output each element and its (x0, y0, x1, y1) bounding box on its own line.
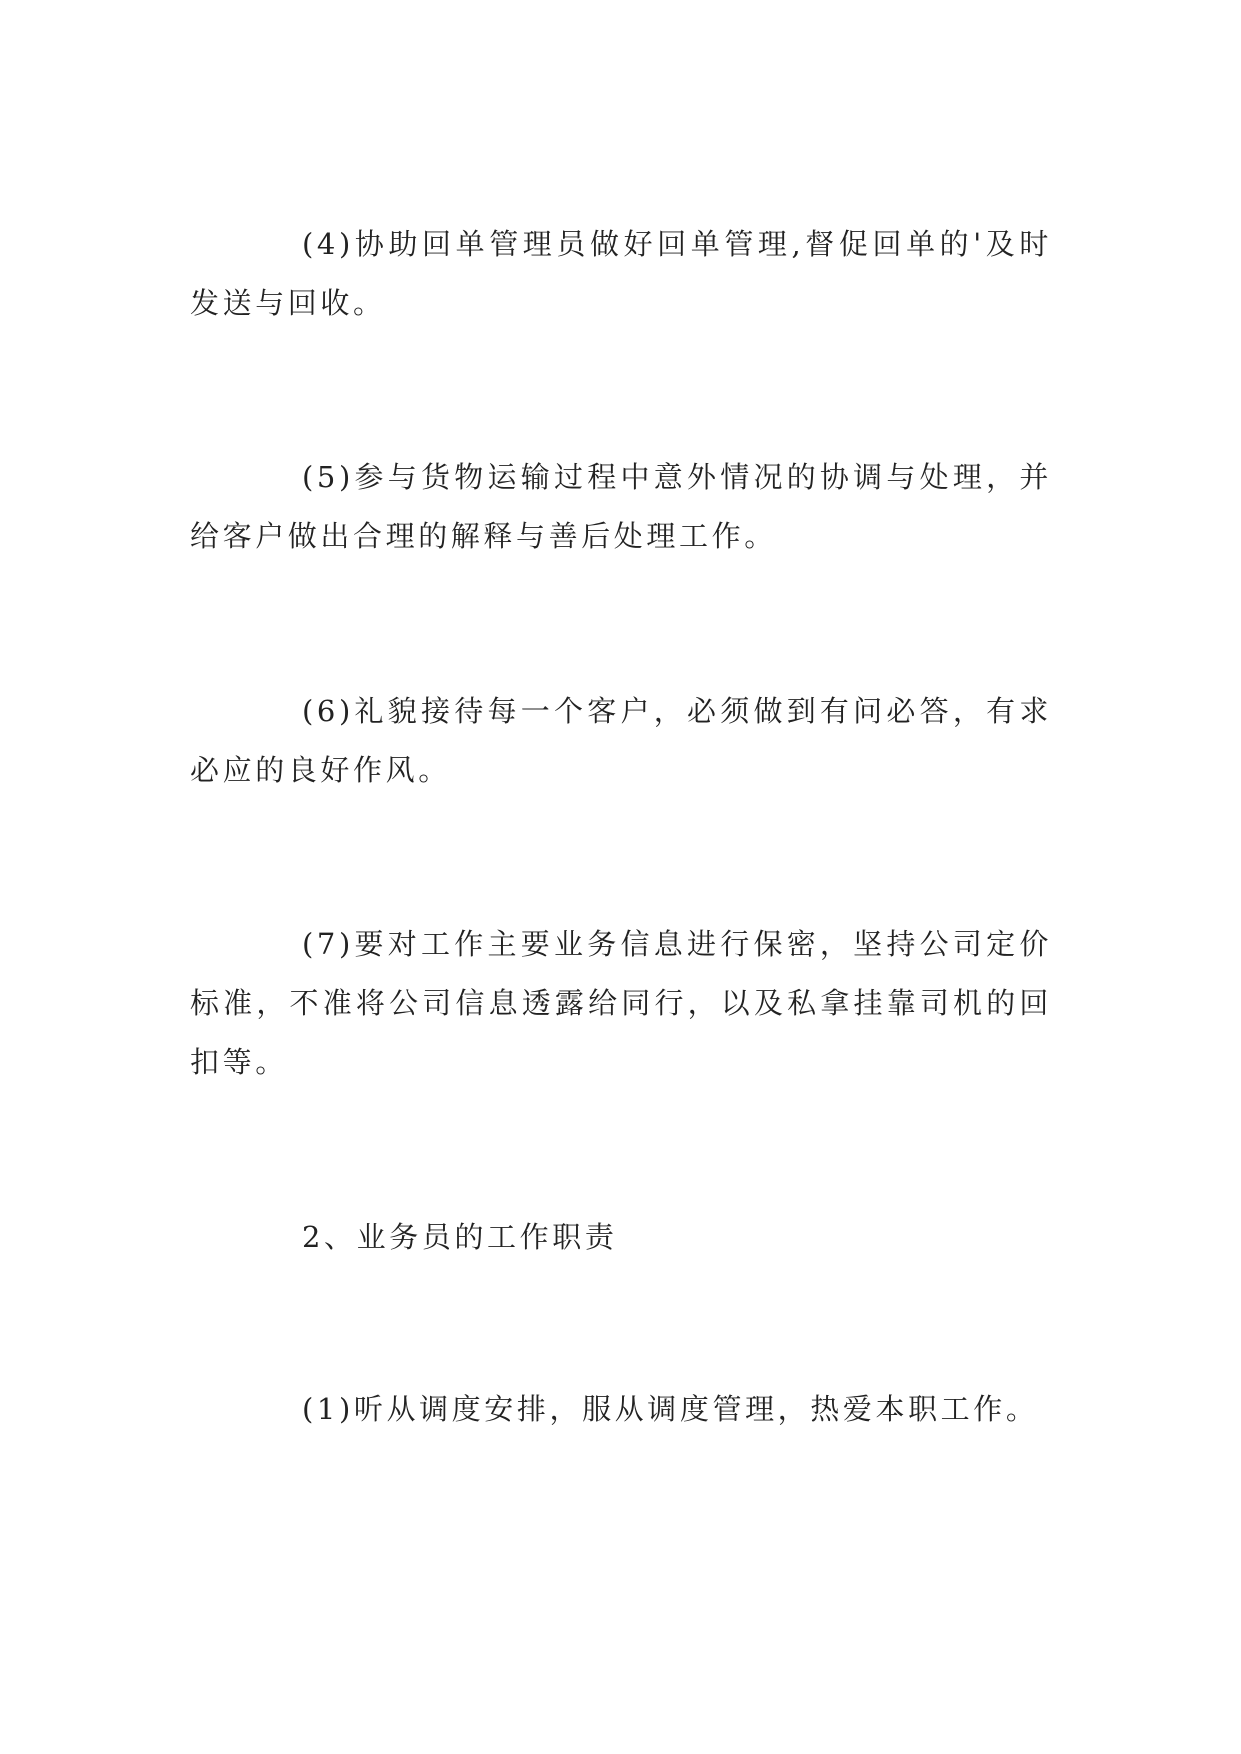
paragraph-item-5: (5)参与货物运输过程中意外情况的协调与处理，并给客户做出合理的解释与善后处理工作。 (190, 460, 1052, 553)
paragraph-item-1: (1)听从调度安排，服从调度管理，热爱本职工作。 (302, 1392, 1039, 1426)
paragraph-item-4: (4)协助回单管理员做好回单管理,督促回单的'及时发送与回收。 (190, 227, 1052, 320)
paragraph-item-7: (7)要对工作主要业务信息进行保密，坚持公司定价标准，不准将公司信息透露给同行，以及私拿挂靠司机的回扣等。 (190, 927, 1052, 1079)
section-heading: 2、业务员的工作职责 (302, 1220, 618, 1254)
paragraph-item-6: (6)礼貌接待每一个客户，必须做到有问必答，有求必应的良好作风。 (190, 694, 1052, 787)
